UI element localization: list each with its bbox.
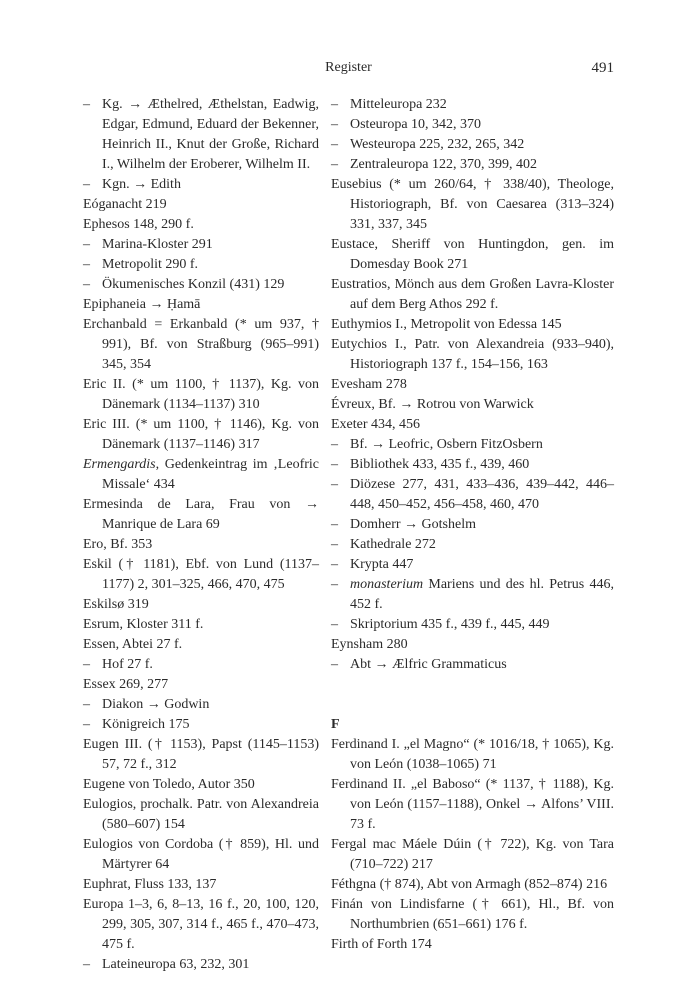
entry-text: Evesham 278	[331, 377, 407, 392]
entry-text: Eric II. (* um 1100, † 1137), Kg. von Dänemark (1134–1137) 310	[83, 377, 319, 412]
entry-text: Kg. → Æthelred, Æthelstan, Eadwig, Edgar, Edmund, Eduard der Bekenner, Heinrich II., Knut der Große, Richard I., Wilhelm der Eroberer, Wilhelm II.	[102, 97, 319, 172]
entry-text: Ermesinda de Lara, Frau von → Manrique de Lara 69	[83, 497, 319, 532]
subentry-dash: –	[83, 697, 90, 712]
index-subentry	[331, 95, 614, 115]
entry-text: Essex 269, 277	[83, 677, 169, 692]
index-subentry	[83, 95, 319, 175]
index-entry	[331, 395, 614, 415]
index-subentry	[83, 655, 319, 675]
index-entry	[331, 175, 614, 235]
index-subentry	[331, 475, 614, 515]
index-entry	[331, 875, 614, 895]
index-subentry	[83, 715, 319, 735]
index-entry	[83, 535, 319, 555]
index-subentry	[331, 555, 614, 575]
entry-text: Exeter 434, 456	[331, 417, 421, 432]
index-entry	[83, 735, 319, 775]
entry-text: Metropolit 290 f.	[102, 257, 199, 272]
index-subentry	[331, 515, 614, 535]
entry-text: Eutychios I., Patr. von Alexandreia (933–940), Historiograph 137 f., 154–156, 163	[331, 337, 614, 372]
index-entry	[83, 295, 319, 315]
index-entry	[331, 775, 614, 835]
entry-text: Ökumenisches Konzil (431) 129	[102, 277, 285, 292]
subentry-dash: –	[331, 157, 338, 172]
index-entry	[83, 315, 319, 375]
index-subentry	[83, 695, 319, 715]
index-entry	[331, 635, 614, 655]
subentry-dash: –	[331, 457, 338, 472]
index-subentry	[83, 175, 319, 195]
entry-text: Zentraleuropa 122, 370, 399, 402	[350, 157, 538, 172]
entry-text: Eric III. (* um 1100, † 1146), Kg. von Dänemark (1137–1146) 317	[83, 417, 319, 452]
index-entry	[83, 555, 319, 595]
entry-text: Essen, Abtei 27 f.	[83, 637, 183, 652]
entry-text: Eustace, Sheriff von Huntingdon, gen. im Domesday Book 271	[331, 237, 614, 272]
index-entry	[331, 235, 614, 275]
index-entry	[331, 415, 614, 435]
index-entry	[83, 195, 319, 215]
index-entry	[83, 215, 319, 235]
subentry-dash: –	[83, 177, 90, 192]
entry-text: Eugen III. († 1153), Papst (1145–1153) 57, 72 f., 312	[83, 737, 319, 772]
subentry-dash: –	[331, 577, 338, 592]
entry-text: Eulogios von Cordoba († 859), Hl. und Märtyrer 64	[83, 837, 319, 872]
subentry-dash: –	[331, 137, 338, 152]
index-entry	[83, 415, 319, 455]
index-entry	[83, 875, 319, 895]
index-subentry	[331, 535, 614, 555]
index-entry	[331, 375, 614, 395]
subentry-dash: –	[331, 97, 338, 112]
page-number: 491	[591, 60, 614, 76]
entry-text: Ferdinand I. „el Magno“ (* 1016/18, † 1065), Kg. von León (1038–1065) 71	[331, 737, 614, 772]
subentry-dash: –	[83, 957, 90, 972]
index-entry	[331, 315, 614, 335]
entry-text: Abt → Ælfric Grammaticus	[350, 657, 507, 672]
running-title: Register	[325, 60, 372, 75]
index-subentry	[331, 435, 614, 455]
index-column-left	[83, 95, 319, 975]
index-entry	[83, 455, 319, 495]
entry-text: Mitteleuropa 232	[350, 97, 447, 112]
subentry-dash: –	[83, 237, 90, 252]
entry-text: Ero, Bf. 353	[83, 537, 153, 552]
entry-text: Epiphaneia → Ḥamā	[83, 297, 201, 312]
entry-text: Évreux, Bf. → Rotrou von Warwick	[331, 397, 534, 412]
entry-text: Eusebius (* um 260/64, † 338/40), Theologe, Historiograph, Bf. von Caesarea (313–324) 331, 337, 345	[331, 177, 614, 232]
subentry-dash: –	[331, 537, 338, 552]
index-entry	[83, 615, 319, 635]
entry-text: Königreich 175	[102, 717, 190, 732]
index-entry	[331, 935, 614, 955]
index-entry	[83, 595, 319, 615]
index-subentry	[83, 275, 319, 295]
index-subentry	[83, 235, 319, 255]
index-entry	[331, 735, 614, 775]
entry-text: Lateineuropa 63, 232, 301	[102, 957, 250, 972]
entry-text: Diakon → Godwin	[102, 697, 210, 712]
index-entry	[83, 495, 319, 535]
entry-text: Eynsham 280	[331, 637, 408, 652]
entry-text: Ferdinand II. „el Baboso“ (* 1137, † 1188), Kg. von León (1157–1188), Onkel → Alfons’ VIII. 73 f.	[331, 777, 614, 832]
entry-text: , Gedenkeintrag im ‚Leofric Missale‘ 434	[102, 457, 319, 492]
entry-text: Kgn. → Edith	[102, 177, 181, 192]
entry-text: Féthgna († 874), Abt von Armagh (852–874) 216	[331, 877, 608, 892]
entry-text: Kathedrale 272	[350, 537, 436, 552]
subentry-dash: –	[83, 97, 90, 112]
italic-term: monasterium	[350, 577, 424, 592]
entry-text: Skriptorium 435 f., 439 f., 445, 449	[350, 617, 550, 632]
subentry-dash: –	[331, 477, 338, 492]
subentry-dash: –	[331, 617, 338, 632]
running-header	[83, 60, 614, 80]
index-subentry	[83, 255, 319, 275]
entry-text: Eulogios, prochalk. Patr. von Alexandreia (580–607) 154	[83, 797, 319, 832]
entry-text: Domherr → Gotshelm	[350, 517, 476, 532]
entry-text: Marina-Kloster 291	[102, 237, 213, 252]
entry-text: Krypta 447	[350, 557, 414, 572]
entry-text: Ephesos 148, 290 f.	[83, 217, 194, 232]
entry-text: Euphrat, Fluss 133, 137	[83, 877, 217, 892]
entry-text: Eustratios, Mönch aus dem Großen Lavra-Kloster auf dem Berg Athos 292 f.	[331, 277, 614, 312]
entry-text: Finán von Lindisfarne († 661), Hl., Bf. von Northumbrien (651–661) 176 f.	[331, 897, 614, 932]
entry-text: Bf. → Leofric, Osbern FitzOsbern	[350, 437, 543, 452]
subentry-dash: –	[83, 717, 90, 732]
index-entry	[83, 635, 319, 655]
entry-text: Europa 1–3, 6, 8–13, 16 f., 20, 100, 120, 299, 305, 307, 314 f., 465 f., 470–473, 475 f.	[83, 897, 319, 952]
index-entry	[83, 795, 319, 835]
entry-text: Esrum, Kloster 311 f.	[83, 617, 204, 632]
index-subentry	[331, 115, 614, 135]
subentry-dash: –	[83, 257, 90, 272]
entry-text: Eskil († 1181), Ebf. von Lund (1137–1177) 2, 301–325, 466, 470, 475	[83, 557, 319, 592]
index-subentry	[331, 615, 614, 635]
index-entry	[83, 675, 319, 695]
index-subentry	[331, 155, 614, 175]
subentry-dash: –	[83, 277, 90, 292]
entry-text: Westeuropa 225, 232, 265, 342	[350, 137, 525, 152]
subentry-dash: –	[331, 657, 338, 672]
entry-text: Fergal mac Máele Dúin († 722), Kg. von Tara (710–722) 217	[331, 837, 614, 872]
subentry-dash: –	[83, 657, 90, 672]
index-column-right	[331, 95, 614, 955]
entry-text: Osteuropa 10, 342, 370	[350, 117, 482, 132]
entry-text: Hof 27 f.	[102, 657, 153, 672]
index-subentry	[83, 955, 319, 975]
entry-text: Eskilsø 319	[83, 597, 149, 612]
entry-text: Eóganacht 219	[83, 197, 167, 212]
subentry-dash: –	[331, 517, 338, 532]
entry-text: Erchanbald = Erkanbald (* um 937, † 991), Bf. von Straßburg (965–991) 345, 354	[83, 317, 319, 372]
entry-text: Firth of Forth 174	[331, 937, 432, 952]
italic-term: Ermengardis	[83, 457, 156, 472]
subentry-dash: –	[331, 557, 338, 572]
entry-text: Bibliothek 433, 435 f., 439, 460	[350, 457, 530, 472]
index-entry	[83, 375, 319, 415]
entry-text: Eugene von Toledo, Autor 350	[83, 777, 255, 792]
entry-text: Diözese 277, 431, 433–436, 439–442, 446–448, 450–452, 456–458, 460, 470	[350, 477, 614, 512]
index-subentry	[331, 655, 614, 675]
section-spacer	[331, 675, 614, 715]
section-letter-heading: F	[331, 717, 340, 732]
index-subentry	[331, 575, 614, 615]
subentry-dash: –	[331, 117, 338, 132]
index-entry	[331, 835, 614, 875]
index-subentry	[331, 455, 614, 475]
index-entry	[83, 835, 319, 875]
entry-text: Euthymios I., Metropolit von Edessa 145	[331, 317, 562, 332]
index-entry	[331, 895, 614, 935]
index-entry	[331, 275, 614, 315]
index-entry	[83, 775, 319, 795]
index-subentry	[331, 135, 614, 155]
index-entry	[331, 335, 614, 375]
subentry-dash: –	[331, 437, 338, 452]
entry-text: Mariens und des hl. Petrus 446, 452 f.	[350, 577, 614, 612]
index-entry	[83, 895, 319, 955]
